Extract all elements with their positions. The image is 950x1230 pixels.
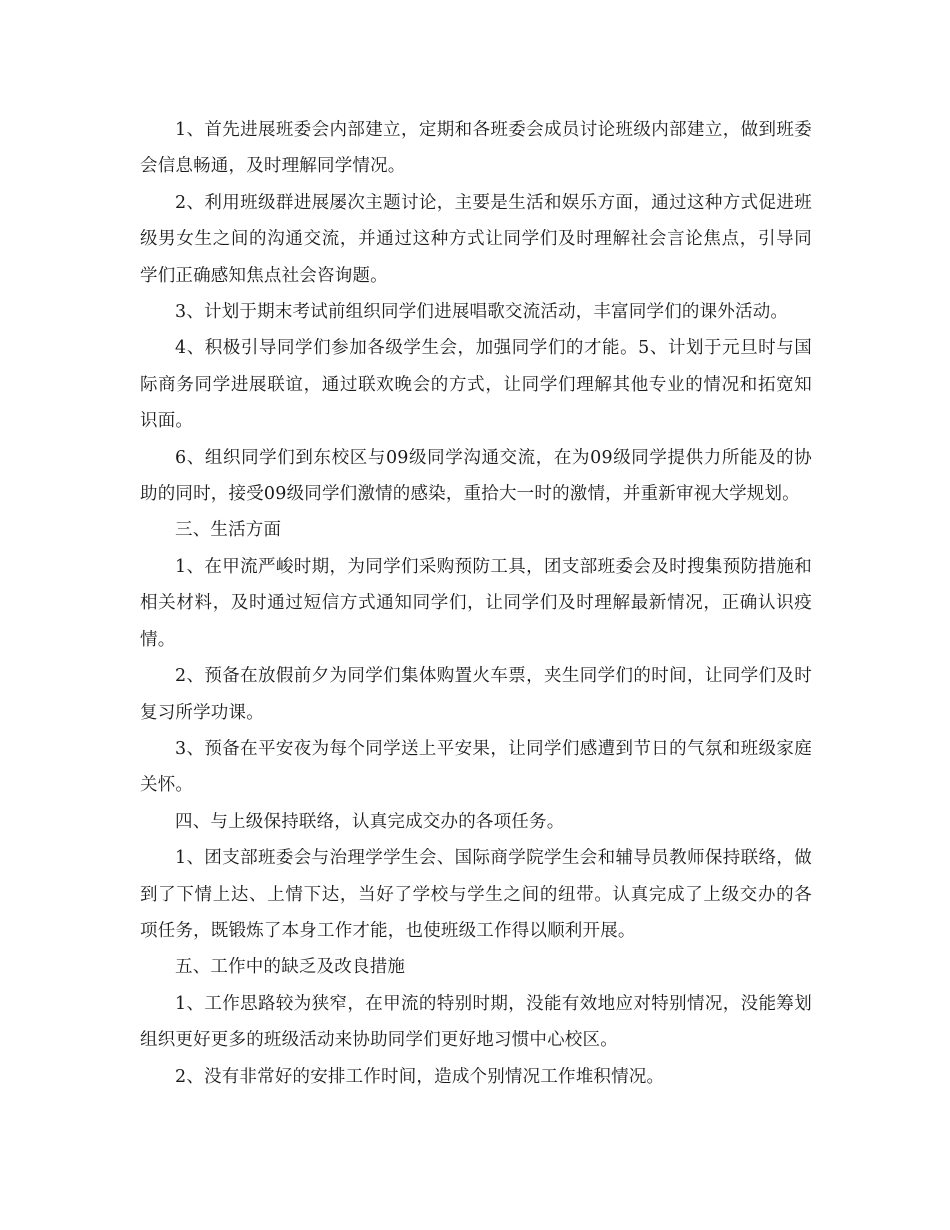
section-heading-life: 三、生活方面: [175, 520, 282, 541]
paragraph-10: 1、工作思路较为狭窄，在甲流的特别时期，没能有效地应对特别情况，没能筹划组织更好更多的班级活动来协助同学们更好地习惯中心校区。: [140, 993, 812, 1051]
section-heading-shortcomings: 五、工作中的缺乏及改良措施: [175, 957, 406, 978]
paragraph-6: 1、在甲流严峻时期，为同学们采购预防工具，团支部班委会及时搜集预防措施和相关材料，及时通过短信方式通知同学们，让同学们及时理解最新情况，正确认识疫情。: [140, 556, 812, 650]
paragraph-8: 3、预备在平安夜为每个同学送上平安果，让同学们感遭到节日的气氛和班级家庭关怀。: [140, 738, 812, 796]
paragraph-4: 4、积极引导同学们参加各级学生会，加强同学们的才能。5、计划于元旦时与国际商务同学进展联谊，通过联欢晚会的方式，让同学们理解其他专业的情况和拓宽知识面。: [140, 338, 812, 432]
section-heading-liaison: 四、与上级保持联络，认真完成交办的各项任务。: [175, 811, 565, 832]
paragraph-3: 3、计划于期末考试前组织同学们进展唱歌交流活动，丰富同学们的课外活动。: [175, 302, 789, 323]
paragraph-7: 2、预备在放假前夕为同学们集体购置火车票，夹生同学们的时间，让同学们及时复习所学功课。: [140, 666, 812, 723]
document-body: [140, 112, 812, 1095]
paragraph-5: 6、组织同学们到东校区与09级同学沟通交流，在为09级同学提供力所能及的协助的同时，接受09级同学们激情的感染，重拾大一时的激情，并重新审视大学规划。: [140, 447, 812, 505]
paragraph-9: 1、团支部班委会与治理学学生会、国际商学院学生会和辅导员教师保持联络，做到了下情上达、上情下达，当好了学校与学生之间的纽带。认真完成了上级交办的各项任务，既锻炼了本身工作才能，也使班级工作得以顺利开展。: [140, 848, 812, 941]
paragraph-11: 2、没有非常好的安排工作时间，造成个别情况工作堆积情况。: [175, 1066, 665, 1087]
paragraph-2: 2、利用班级群进展屡次主题讨论，主要是生活和娱乐方面，通过这种方式促进班级男女生之间的沟通交流，并通过这种方式让同学们及时理解社会言论焦点，引导同学们正确感知焦点社会咨询题。: [140, 192, 812, 286]
paragraph-1: 1、首先进展班委会内部建立，定期和各班委会成员讨论班级内部建立，做到班委会信息畅通，及时理解同学情况。: [140, 120, 812, 177]
